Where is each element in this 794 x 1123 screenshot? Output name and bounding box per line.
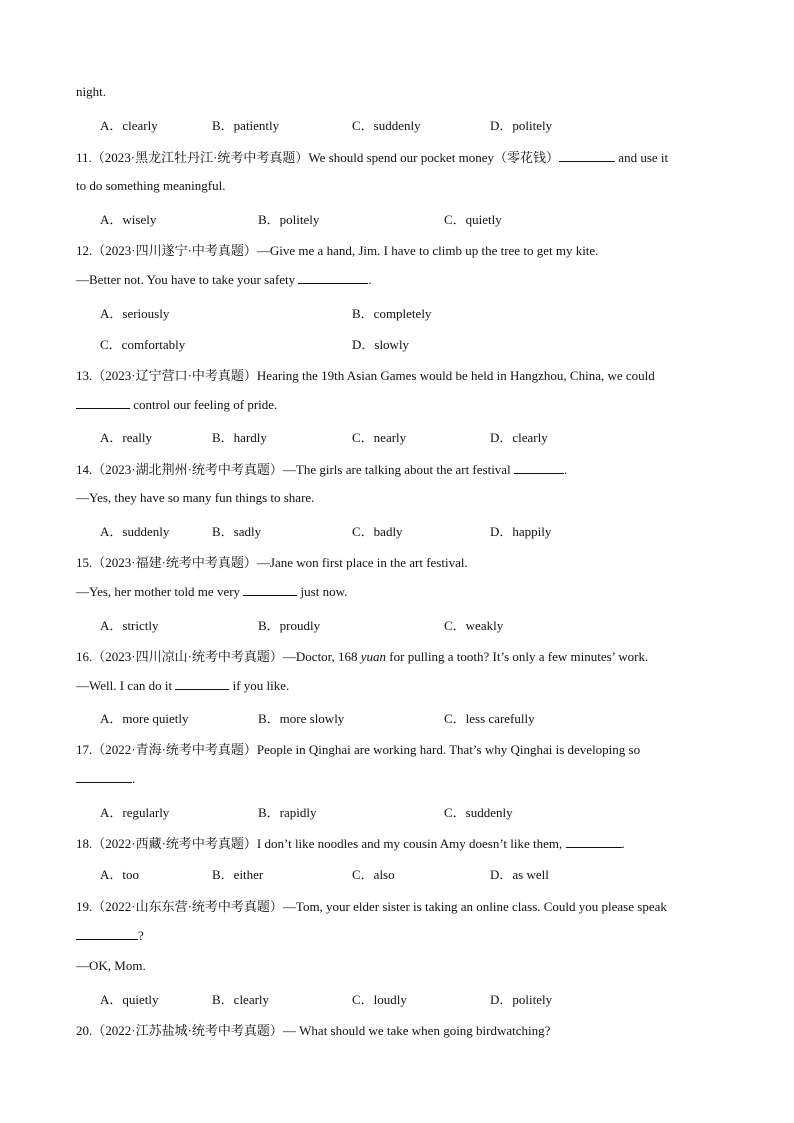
option-c: C．comfortably	[100, 337, 186, 352]
question-15-reply: —Yes, her mother told me very just now.	[76, 584, 348, 599]
question-15: 15.（2023·福建·统考中考真题）—Jane won first place in the art festival.	[76, 555, 468, 570]
question-14: 14.（2023·湖北荆州·统考中考真题）—The girls are talking about the art festival .	[76, 462, 568, 477]
question-11: 11.（2023·黑龙江牡丹江·统考中考真题）We should spend our pocket money（零花钱） and use it	[76, 150, 669, 165]
option-c: C．suddenly	[444, 805, 513, 820]
option-d: D．as well	[490, 867, 549, 882]
option-c: C．loudly	[352, 992, 407, 1007]
option-b: B．rapidly	[258, 805, 317, 820]
question-16-reply: —Well. I can do it if you like.	[76, 678, 290, 693]
question-14-reply: —Yes, they have so many fun things to share.	[76, 490, 315, 505]
answer-blank	[76, 927, 138, 940]
answer-blank	[175, 677, 229, 690]
option-a: A．too	[100, 867, 140, 882]
text-line: night.	[76, 84, 106, 99]
option-a: A．more quietly	[100, 711, 189, 726]
option-d: D．slowly	[352, 337, 410, 352]
answer-blank	[559, 149, 615, 162]
answer-blank	[243, 583, 297, 596]
option-c: C．weakly	[444, 618, 504, 633]
option-a: A．regularly	[100, 805, 170, 820]
option-c: C．badly	[352, 524, 403, 539]
option-a: A．really	[100, 430, 152, 445]
question-12-reply: —Better not. You have to take your safety .	[76, 272, 372, 287]
question-19-cont: ?	[76, 927, 144, 944]
option-a: A．strictly	[100, 618, 159, 633]
question-13-cont: control our feeling of pride.	[76, 396, 277, 413]
answer-blank	[76, 770, 132, 783]
option-c: C．less carefully	[444, 711, 535, 726]
option-a: A．clearly	[100, 118, 158, 133]
option-a: A．seriously	[100, 306, 170, 321]
option-d: D．politely	[490, 118, 553, 133]
question-18: 18.（2022·西藏·统考中考真题）I don’t like noodles and my cousin Amy doesn’t like them, .	[76, 836, 625, 851]
option-b: B．either	[212, 867, 264, 882]
question-20: 20.（2022·江苏盐城·统考中考真题）— What should we take when going birdwatching?	[76, 1023, 551, 1038]
option-b: B．completely	[352, 306, 432, 321]
answer-blank	[76, 396, 130, 409]
option-c: C．also	[352, 867, 395, 882]
option-b: B．hardly	[212, 430, 267, 445]
option-c: C．suddenly	[352, 118, 421, 133]
option-d: D．politely	[490, 992, 553, 1007]
option-a: A．wisely	[100, 212, 157, 227]
question-13: 13.（2023·辽宁营口·中考真题）Hearing the 19th Asian Games would be held in Hangzhou, China, we could	[76, 368, 655, 383]
option-b: B．sadly	[212, 524, 262, 539]
option-b: B．more slowly	[258, 711, 345, 726]
question-19-reply: —OK, Mom.	[76, 958, 146, 973]
answer-blank	[514, 461, 564, 474]
option-b: B．patiently	[212, 118, 280, 133]
option-a: A．quietly	[100, 992, 159, 1007]
answer-blank	[298, 271, 368, 284]
question-11-cont: to do something meaningful.	[76, 178, 226, 193]
question-19: 19.（2022·山东东营·统考中考真题）—Tom, your elder sister is taking an online class. Could you please speak	[76, 899, 667, 914]
question-17-cont: .	[76, 770, 135, 787]
question-16: 16.（2023·四川凉山·统考中考真题）—Doctor, 168 yuan for pulling a tooth? It’s only a few minutes’ work.	[76, 649, 649, 664]
answer-blank	[566, 835, 622, 848]
option-d: D．clearly	[490, 430, 548, 445]
option-b: B．politely	[258, 212, 320, 227]
question-12: 12.（2023·四川遂宁·中考真题）—Give me a hand, Jim. I have to climb up the tree to get my kite.	[76, 243, 599, 258]
question-17: 17.（2022·青海·统考中考真题）People in Qinghai are working hard. That’s why Qinghai is developing so	[76, 742, 641, 757]
option-b: B．proudly	[258, 618, 321, 633]
option-c: C．quietly	[444, 212, 502, 227]
option-a: A．suddenly	[100, 524, 170, 539]
option-d: D．happily	[490, 524, 552, 539]
option-c: C．nearly	[352, 430, 407, 445]
option-b: B．clearly	[212, 992, 270, 1007]
